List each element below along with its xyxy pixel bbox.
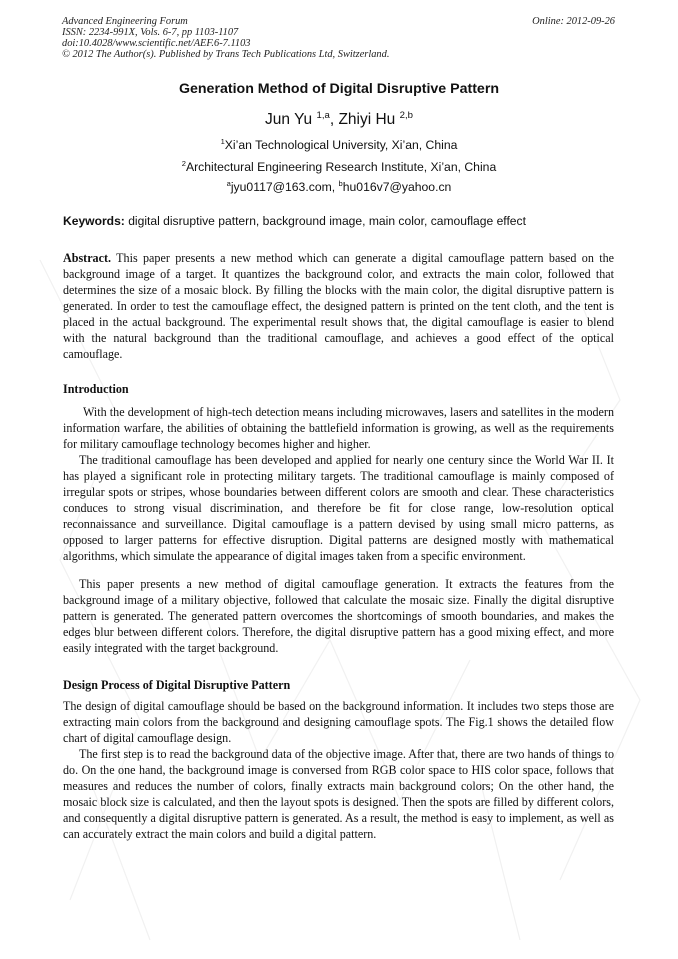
intro-paragraph-3: This paper presents a new method of digital camouflage generation. It extracts the features from the background image of a military objective, followed that calculate the mosaic size. Finally the digital disruptive pattern is generated. The generated pattern overcomes the shortcomings of smooth boundaries, and makes the edges blur between different colors. Therefore, the digital disruptive pattern has a good mixing effect, and more easily integrated with the target background.	[63, 577, 614, 655]
abstract-paragraph	[63, 250, 614, 362]
affiliation-2-sup: 2	[181, 158, 186, 168]
email-b: hu016v7@yahoo.cn	[342, 180, 452, 194]
affiliation-1	[0, 138, 678, 152]
author-list	[0, 111, 678, 129]
introduction-heading: Introduction	[63, 382, 129, 396]
copyright-line: © 2012 The Author(s). Published by Trans Tech Publications Ltd, Switzerland.	[62, 49, 390, 60]
author-separator: ,	[329, 111, 339, 128]
keywords-label: Keywords:	[63, 214, 125, 228]
author-2-name: Zhiyi Hu	[338, 111, 400, 128]
design-paragraph-2: The first step is to read the background data of the objective image. After that, there are two hands of things to do. On the one hand, the background image is conversed from RGB color space to HIS color space, follows that measures and reduces the number of colors, finally extracts main background colors; On the other hand, the mosaic block size is calculated, and then the layout spots is designed. Then the spots are filled by different colors, and consequently a digital disruptive pattern is generated. As a result, the method is easy to implement, as well as can accurately extract the main colors and build a digital pattern.	[63, 747, 614, 841]
affiliation-1-text: Xi’an Technological University, Xi’an, China	[224, 138, 458, 152]
email-b-sup: b	[338, 178, 343, 188]
email-line	[0, 180, 678, 194]
affiliation-2-text: Architectural Engineering Research Institute, Xi’an, China	[185, 160, 497, 174]
paper-title: Generation Method of Digital Disruptive Pattern	[178, 81, 500, 97]
author-1-sup: 1,a	[316, 109, 330, 121]
design-paragraph-1: The design of digital camouflage should be based on the background information. It includes two steps those are extracting main colors from the background and designing camouflage spots. The Fig.1 shows the detailed flow chart of digital camouflage design.	[63, 699, 614, 745]
intro-paragraph-1: With the development of high-tech detection means including microwaves, lasers and satellites in the modern information warfare, the abilities of obtaining the battlefield information is growing, as well as the requirements for military camouflage technology becomes higher and higher.	[63, 405, 614, 451]
keywords-text: digital disruptive pattern, background image, main color, camouflage effect	[124, 214, 526, 228]
doi-line: doi:10.4028/www.scientific.net/AEF.6-7.1103	[62, 38, 251, 49]
author-2-sup: 2,b	[399, 109, 413, 121]
online-date: Online: 2012-09-26	[532, 16, 615, 27]
intro-paragraph-2: The traditional camouflage has been developed and applied for nearly one century since the World War II. It has played a significant role in protecting military targets. The traditional camouflage is mainly composed of irregular spots or stripes, whose boundaries between different colors are smooth and clear. These characteristics conduces to strong visual discrimination, and therefore be fit for close range, low-resolution optical reconnaissance and surveillance. Digital camouflage is a pattern devised by using small micro patterns, as opposed to larger patterns for effective disruption. Digital patterns are designed mostly with mathematical algorithms, which simulate the appearance of digital images taken from a specific environment.	[63, 453, 614, 563]
affiliation-2	[0, 160, 678, 174]
affiliation-1-sup: 1	[220, 136, 225, 146]
design-heading: Design Process of Digital Disruptive Pattern	[63, 678, 291, 692]
email-a-sup: a	[226, 178, 231, 188]
issn-line: ISSN: 2234-991X, Vols. 6-7, pp 1103-1107	[62, 27, 239, 38]
author-1-name: Jun Yu	[265, 111, 317, 128]
keywords-line	[63, 214, 526, 228]
abstract-label: Abstract.	[63, 251, 112, 265]
email-a: jyu0117@163.com,	[230, 180, 339, 194]
abstract-text: This paper presents a new method which can generate a digital camouflage pattern based on the background image of a target. It quantizes the background color, and extracts the main color, followed that determines the size of a mosaic block. By filling the blocks with the main color, the digital disruptive pattern is generated. In order to test the camouflage effect, the designed pattern is printed on the tent cloth, and the tent is placed in the actual background. The experimental result shows that, the digital camouflage is easier to blend with the natural background than the traditional camouflage, and achieves a good effect of the optical camouflage.	[63, 251, 614, 361]
journal-name: Advanced Engineering Forum	[62, 16, 188, 27]
